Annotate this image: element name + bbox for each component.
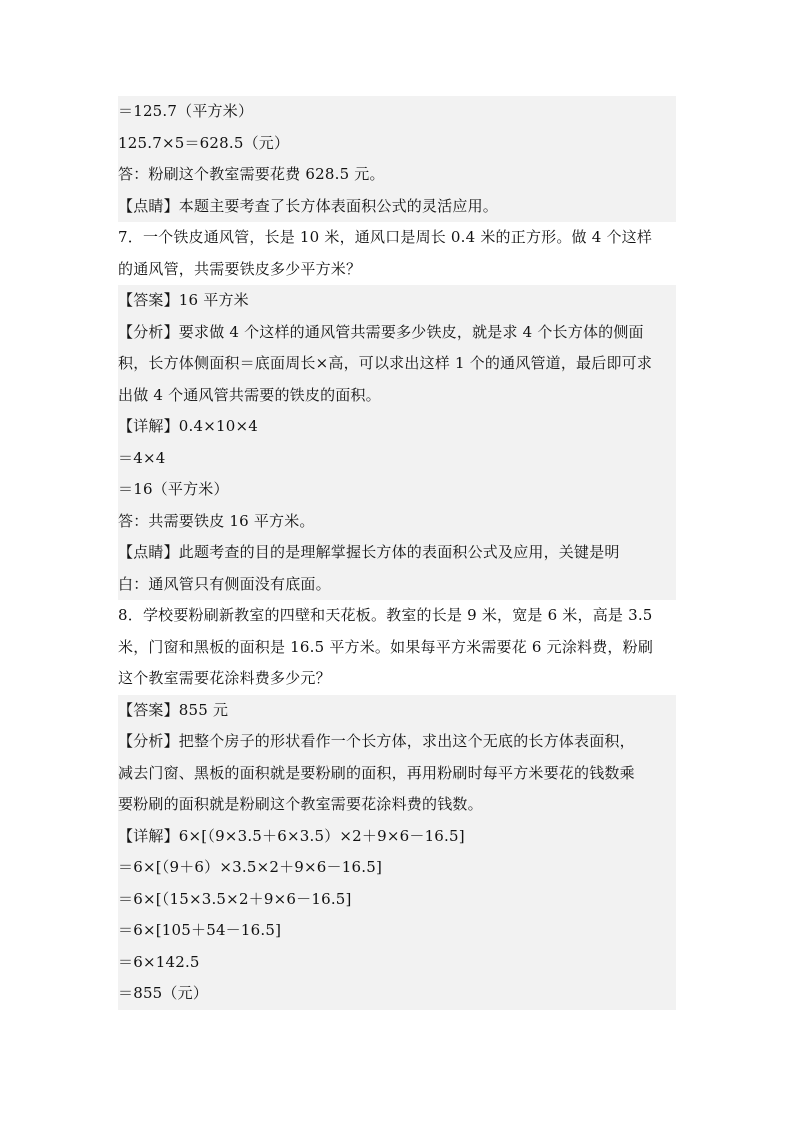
solution-line: 【详解】0.4×10×4 bbox=[118, 411, 676, 443]
solution-line: ＝6×[（9＋6）×3.5×2＋9×6－16.5] bbox=[118, 852, 676, 884]
document-body bbox=[118, 96, 676, 1010]
answer-line: 【答案】855 元 bbox=[118, 695, 676, 727]
comment-line: 【点睛】此题考查的目的是理解掌握长方体的表面积公式及应用，关键是明 bbox=[118, 537, 676, 569]
analysis-line: 减去门窗、黑板的面积就是要粉刷的面积，再用粉刷时每平方米要花的钱数乘 bbox=[118, 758, 676, 790]
solution-line: ＝4×4 bbox=[118, 443, 676, 475]
analysis-line: 出做 4 个通风管共需要的铁皮的面积。 bbox=[118, 380, 676, 412]
text-line: 125.7×5＝628.5（元） bbox=[118, 128, 676, 160]
text-line: 答：粉刷这个教室需要花费 628.5 元。 bbox=[118, 159, 676, 191]
solution-line: ＝6×[105＋54－16.5] bbox=[118, 915, 676, 947]
analysis-line: 积，长方体侧面积＝底面周长×高，可以求出这样 1 个的通风管道，最后即可求 bbox=[118, 348, 676, 380]
solution-line: ＝6×142.5 bbox=[118, 947, 676, 979]
answer-line: 【答案】16 平方米 bbox=[118, 285, 676, 317]
analysis-line: 【分析】把整个房子的形状看作一个长方体，求出这个无底的长方体表面积， bbox=[118, 726, 676, 758]
text-line: 【点睛】本题主要考查了长方体表面积公式的灵活应用。 bbox=[118, 191, 676, 223]
question-line: 的通风管，共需要铁皮多少平方米？ bbox=[118, 254, 676, 286]
solution-line: 答：共需要铁皮 16 平方米。 bbox=[118, 506, 676, 538]
solution-line: 【详解】6×[（9×3.5＋6×3.5）×2＋9×6－16.5] bbox=[118, 821, 676, 853]
question-line: 这个教室需要花涂料费多少元？ bbox=[118, 663, 676, 695]
comment-line: 白：通风管只有侧面没有底面。 bbox=[118, 569, 676, 601]
solution-line: ＝6×[（15×3.5×2＋9×6－16.5] bbox=[118, 884, 676, 916]
text-line: ＝125.7（平方米） bbox=[118, 96, 676, 128]
analysis-line: 【分析】要求做 4 个这样的通风管共需要多少铁皮，就是求 4 个长方体的侧面 bbox=[118, 317, 676, 349]
question-line: 8．学校要粉刷新教室的四壁和天花板。教室的长是 9 米，宽是 6 米，高是 3.5 bbox=[118, 600, 676, 632]
solution-line: ＝16（平方米） bbox=[118, 474, 676, 506]
question-line: 米，门窗和黑板的面积是 16.5 平方米。如果每平方米需要花 6 元涂料费，粉刷 bbox=[118, 632, 676, 664]
solution-line: ＝855（元） bbox=[118, 978, 676, 1010]
analysis-line: 要粉刷的面积就是粉刷这个教室需要花涂料费的钱数。 bbox=[118, 789, 676, 821]
question-line: 7．一个铁皮通风管，长是 10 米，通风口是周长 0.4 米的正方形。做 4 个这样 bbox=[118, 222, 676, 254]
